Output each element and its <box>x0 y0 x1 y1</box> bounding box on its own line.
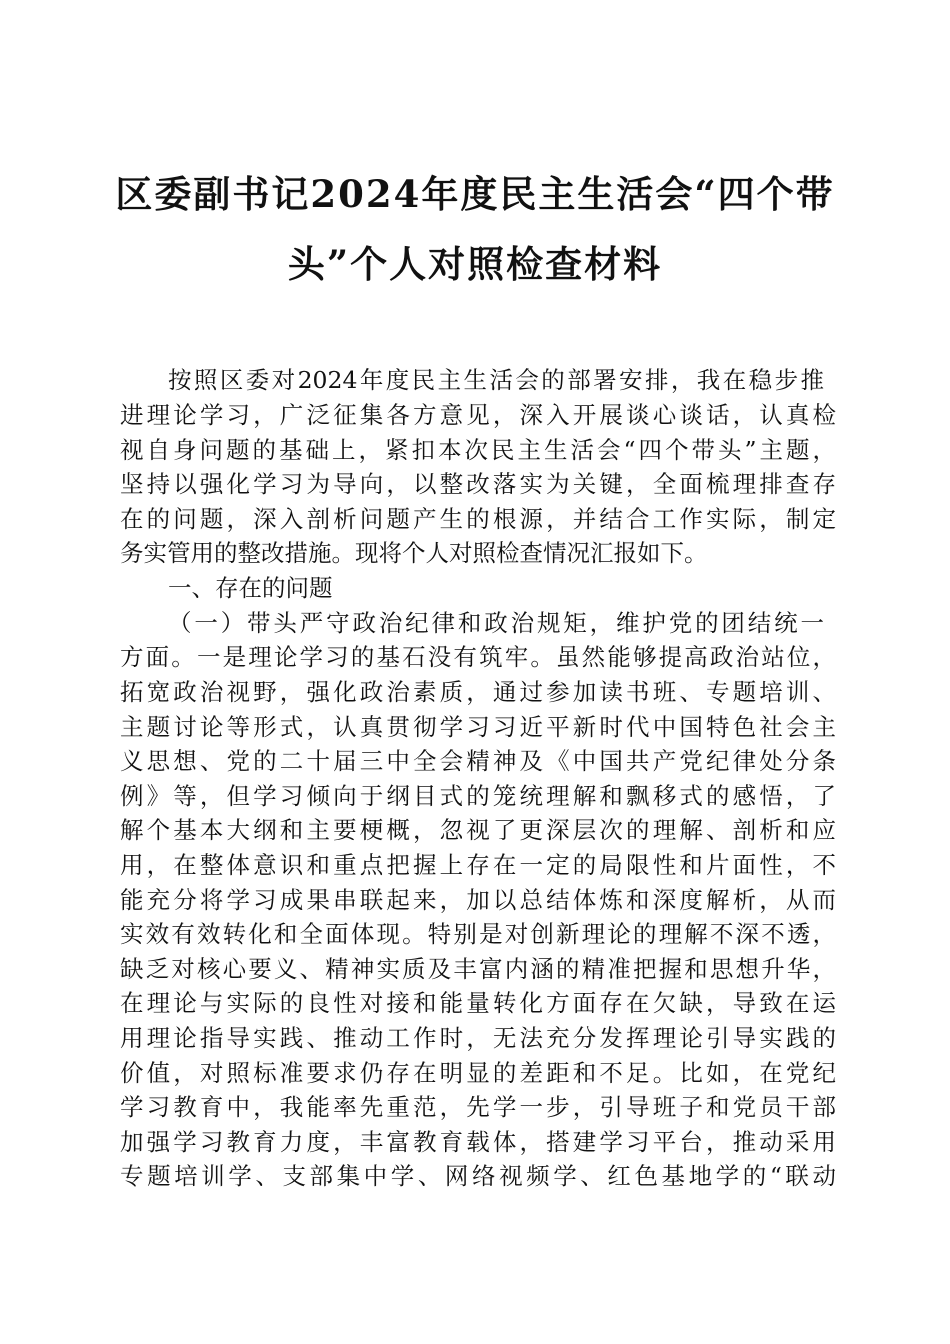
body-line: 学习教育中，我能率先重范，先学一步，引导班子和党员干部 <box>120 1093 836 1121</box>
body-line: 缺乏对核心要义、精神实质及丰富内涵的精准把握和思想升华， <box>120 955 836 983</box>
intro-line: 进理论学习，广泛征集各方意见，深入开展谈心谈话，认真检 <box>120 401 836 429</box>
document-title-line-1: 区委副书记2024年度民主生活会“四个带 <box>115 172 835 216</box>
intro-line: 视自身问题的基础上，紧扣本次民主生活会“四个带头”主题， <box>120 436 836 464</box>
intro-line: 按照区委对2024年度民主生活会的部署安排，我在稳步推 <box>168 366 824 394</box>
section-heading: 一、存在的问题 <box>168 574 333 602</box>
intro-line: 坚持以强化学习为导向，以整改落实为关键，全面梳理排查存 <box>120 470 836 498</box>
body-line: 主题讨论等形式，认真贯彻学习习近平新时代中国特色社会主 <box>120 713 836 741</box>
body-line: 拓宽政治视野，强化政治素质，通过参加读书班、专题培训、 <box>120 678 836 706</box>
body-line: 义思想、党的二十届三中全会精神及《中国共产党纪律处分条 <box>120 747 836 775</box>
body-line: 解个基本大纲和主要梗概，忽视了更深层次的理解、剖析和应 <box>120 816 836 844</box>
body-line: 用，在整体意识和重点把握上存在一定的局限性和片面性，不 <box>120 851 836 879</box>
body-line: 在理论与实际的良性对接和能量转化方面存在欠缺，导致在运 <box>120 989 836 1017</box>
intro-line: 在的问题，深入剖析问题产生的根源，并结合工作实际，制定 <box>120 505 836 533</box>
body-line: 用理论指导实践、推动工作时，无法充分发挥理论引导实践的 <box>120 1024 836 1052</box>
body-line: 价值，对照标准要求仍存在明显的差距和不足。比如，在党纪 <box>120 1059 836 1087</box>
intro-line: 务实管用的整改措施。现将个人对照检查情况汇报如下。 <box>120 539 708 567</box>
body-line: 方面。一是理论学习的基石没有筑牢。虽然能够提高政治站位， <box>120 643 836 671</box>
body-line: 能充分将学习成果串联起来，加以总结体炼和深度解析，从而 <box>120 886 836 914</box>
body-line: 实效有效转化和全面体现。特别是对创新理论的理解不深不透， <box>120 920 836 948</box>
body-line: 例》等，但学习倾向于纲目式的笼统理解和飘移式的感悟，了 <box>120 782 836 810</box>
document-title-line-2: 头”个人对照检查材料 <box>287 242 663 286</box>
body-line: （一）带头严守政治纪律和政治规矩，维护党的团结统一 <box>168 609 824 637</box>
body-line: 加强学习教育力度，丰富教育载体，搭建学习平台，推动采用 <box>120 1128 836 1156</box>
body-line: 专题培训学、支部集中学、网络视频学、红色基地学的“联动 <box>120 1162 836 1190</box>
